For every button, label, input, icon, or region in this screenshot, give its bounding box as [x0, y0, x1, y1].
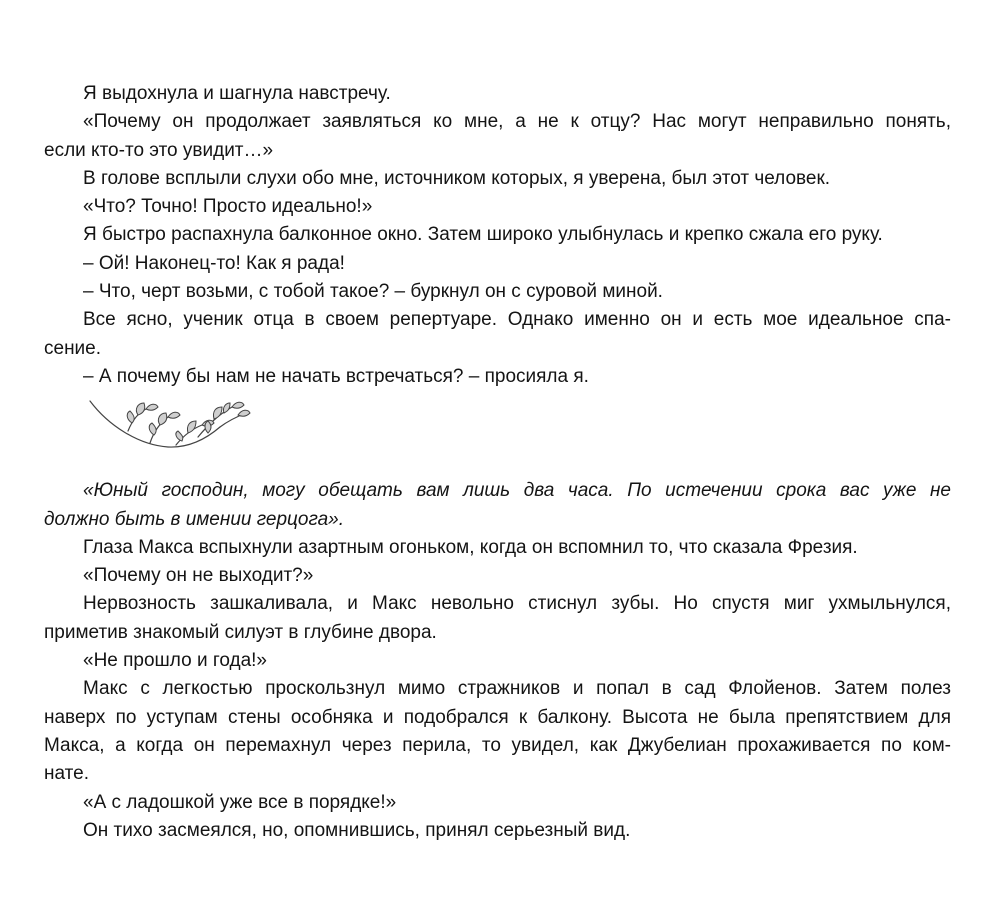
paragraph: [44, 278, 951, 306]
text-line: – Что, черт возьми, с тобой такое? – буркнул он с суровой миной.: [83, 281, 663, 303]
text-line: если кто-то это увидит…»: [44, 139, 274, 161]
paragraph: [44, 221, 951, 249]
text-line: нате.: [44, 763, 89, 785]
paragraph: [44, 675, 951, 788]
paragraph: [44, 534, 951, 562]
text-line: Нервозность зашкаливала, и Макс невольно стиснул зубы. Но спустя миг ухмыльнулся,: [83, 593, 951, 615]
paragraph: [44, 165, 951, 193]
text-line: «Юный господин, могу обещать вам лишь два часа. По истечении срока вас уже не: [83, 480, 951, 502]
text-line: «А с ладошкой уже все в порядке!»: [83, 791, 397, 813]
text-line: приметив знакомый силуэт в глубине двора.: [44, 621, 437, 643]
text-line: Я выдохнула и шагнула навстречу.: [83, 83, 391, 104]
text-line: «Не прошло и года!»: [83, 650, 267, 672]
paragraph: [44, 250, 951, 278]
text-line: – Ой! Наконец-то! Как я рада!: [83, 252, 345, 274]
paragraph: [44, 108, 951, 165]
book-page: [44, 80, 951, 845]
paragraph: [44, 647, 951, 675]
text-line: наверх по уступам стены особняка и подобрался к балкону. Высота не была препятствием для: [44, 706, 951, 728]
paragraph: [44, 363, 951, 391]
text-line: В голове всплыли слухи обо мне, источником которых, я уверена, был этот человек.: [83, 167, 831, 189]
text-line: Макса, а когда он перемахнул через перила, то увидел, как Джубелиан прохаживается по ком-: [44, 734, 951, 756]
text-line: «Почему он не выходит?»: [83, 565, 314, 587]
text-line: «Почему он продолжает заявляться ко мне, а не к отцу? Нас могут неправильно понять,: [83, 111, 951, 133]
paragraph: [44, 562, 951, 590]
paragraph: [44, 817, 951, 845]
text-line: Я быстро распахнула балконное окно. Затем широко улыбнулась и крепко сжала его руку.: [83, 224, 883, 246]
paragraph: [44, 477, 951, 534]
text-line: сение.: [44, 337, 102, 359]
paragraph: [44, 193, 951, 221]
paragraph: [44, 789, 951, 817]
text-line: Он тихо засмеялся, но, опомнившись, принял серьезный вид.: [83, 819, 631, 841]
text-line: – А почему бы нам не начать встречаться? – просияла я.: [83, 365, 589, 387]
text-line: Макс с легкостью проскользнул мимо стражников и попал в сад Флойенов. Затем полез: [83, 678, 951, 700]
paragraph: [44, 306, 951, 363]
floral-branch-icon: [88, 395, 951, 465]
paragraph: [44, 590, 951, 647]
text-line: Все ясно, ученик отца в своем репертуаре. Однако именно он и есть мое идеальное спа-: [83, 309, 951, 331]
text-line: должно быть в имении герцога».: [44, 508, 345, 530]
paragraph: [44, 80, 951, 108]
text-section-top: [44, 80, 951, 391]
text-line: «Что? Точно! Просто идеально!»: [83, 196, 373, 218]
text-section-bottom: [44, 477, 951, 845]
text-line: Глаза Макса вспыхнули азартным огоньком, когда он вспомнил то, что сказала Фрезия.: [83, 536, 858, 558]
